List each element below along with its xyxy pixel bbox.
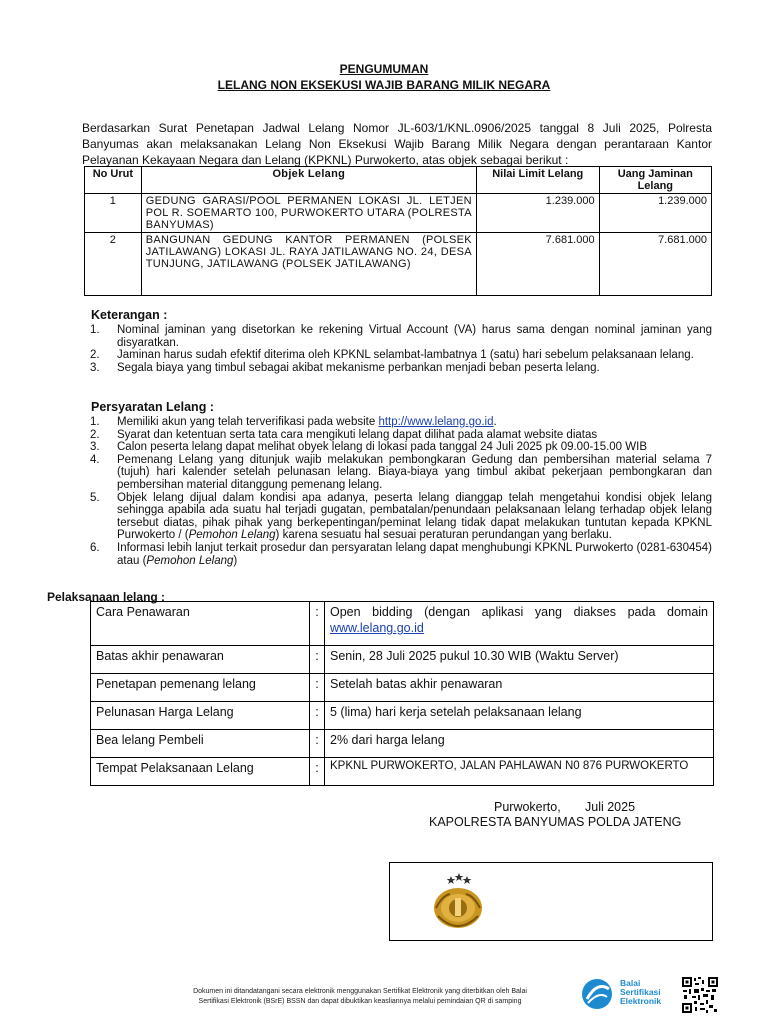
row-colon: : <box>310 674 325 702</box>
col-header-uang-jaminan: Uang Jaminan Lelang <box>599 167 711 194</box>
list-text: Memiliki akun yang telah terverifikasi pada website <box>117 416 379 428</box>
list-number: 1. <box>90 416 100 428</box>
row-value: Setelah batas akhir penawaran <box>325 674 714 702</box>
list-text: Syarat dan ketentuan serta tata cara mengikuti lelang dapat dilihat pada alamat website diatas <box>117 428 598 441</box>
persyaratan-list <box>90 416 712 567</box>
col-header-no: No Urut <box>85 167 142 194</box>
cell-nilai-limit: 1.239.000 <box>476 194 599 233</box>
row-value: KPKNL PURWOKERTO, JALAN PAHLAWAN N0 876 PURWOKERTO <box>325 758 714 786</box>
bsre-text-line: Elektronik <box>620 996 662 1006</box>
list-number: 2. <box>90 428 100 441</box>
list-item <box>90 441 712 454</box>
cell-uang-jaminan: 7.681.000 <box>599 233 711 296</box>
list-item <box>90 542 712 567</box>
list-item <box>90 429 712 442</box>
list-item <box>90 362 712 375</box>
list-text: Segala biaya yang timbul sebagai akibat mekanisme perbankan menjadi beban peserta lelang. <box>117 361 600 374</box>
table-row <box>91 602 714 646</box>
keterangan-heading: Keterangan : <box>91 308 168 322</box>
row-value: Senin, 28 Juli 2025 pukul 10.30 WIB (Waktu Server) <box>325 646 714 674</box>
row-colon: : <box>310 702 325 730</box>
list-text: Informasi lebih lanjut terkait prosedur dan persyaratan lelang dapat menghubungi KPKNL Purwokerto (0281-630454) atau ( <box>117 541 712 567</box>
pelaksanaan-table <box>90 601 714 786</box>
persyaratan-heading: Persyaratan Lelang : <box>91 400 214 414</box>
list-text-italic: Pemohon Lelang <box>188 529 276 542</box>
table-row <box>91 674 714 702</box>
row-colon: : <box>310 758 325 786</box>
list-number: 3. <box>90 441 100 454</box>
footer-line-1: Dokumen ini ditandatangani secara elektronik menggunakan Sertifikat Elektronik yang diterbitkan oleh Balai <box>193 988 527 995</box>
list-number: 3. <box>90 361 100 374</box>
row-value <box>325 602 714 646</box>
table-row <box>85 194 712 233</box>
col-header-nilai-limit: Nilai Limit Lelang <box>476 167 599 194</box>
bsre-logo-icon <box>579 977 615 1011</box>
list-number: 6. <box>90 541 100 554</box>
cell-objek: GEDUNG GARASI/POOL PERMANEN LOKASI JL. LETJEN POL R. SOEMARTO 100, PURWOKERTO UTARA (POLRESTA BANYUMAS) <box>141 194 476 233</box>
cell-objek: BANGUNAN GEDUNG KANTOR PERMANEN (POLSEK JATILAWANG) LOKASI JL. RAYA JATILAWANG NO. 24, DESA TUNJUNG, JATILAWANG (POLSEK JATILAWANG) <box>141 233 476 296</box>
list-item <box>90 492 712 542</box>
list-text: Objek lelang dijual dalam kondisi apa adanya, peserta lelang dianggap telah mengetahui kondisi objek lelang sehingga apabila ada suatu hal terjadi gugatan, pembatalan/penundaan pelaksanaan lelang terhadap objek lelang tersebut diatas, pihak pihak yang berkepentingan/peminat lelang tidak dapat melakukan tuntutan kepada KPKNL Purwokerto / ( <box>117 491 712 542</box>
row-label: Batas akhir penawaran <box>91 646 310 674</box>
list-number: 2. <box>90 349 100 362</box>
announcement-heading: PENGUMUMAN <box>339 62 429 76</box>
row-label: Cara Penawaran <box>91 602 310 646</box>
list-item <box>90 454 712 492</box>
table-header-row <box>85 167 712 194</box>
table-row <box>91 702 714 730</box>
table-row <box>91 646 714 674</box>
list-text-end: . <box>493 416 497 428</box>
qr-code-icon <box>682 977 718 1013</box>
row-label: Bea lelang Pembeli <box>91 730 310 758</box>
signature-organization: KAPOLRESTA BANYUMAS POLDA JATENG <box>429 815 682 829</box>
list-number: 1. <box>90 324 100 336</box>
list-number: 4. <box>90 453 100 466</box>
row-value-text: Open bidding (dengan aplikasi yang diakses pada domain <box>330 605 708 619</box>
list-text-end: ) karena sesuatu hal sesuai peraturan perundangan yang berlaku. <box>275 529 612 542</box>
auction-object-table <box>84 166 712 296</box>
col-header-objek: Objek Lelang <box>141 167 476 194</box>
lelang-website-link[interactable]: http://www.lelang.go.id <box>378 416 494 428</box>
esign-footer-note <box>150 987 570 1007</box>
list-item <box>90 349 712 362</box>
row-colon: : <box>310 730 325 758</box>
cell-uang-jaminan: 1.239.000 <box>599 194 711 233</box>
list-text-end: ) <box>233 554 238 567</box>
list-text: Pemenang Lelang yang ditunjuk wajib melakukan pembongkaran Gedung dan pembersihan material selama 7 (tujuh) hari kalender setelah pelunasan lelang. Biaya-biaya yang timbul akibat pekerjaan pembongkaran dan pembersihan material ditanggung pemenang lelang. <box>117 453 712 491</box>
footer-line-2: Sertifikasi Elektronik (BSrE) BSSN dan dapat dibuktikan keasliannya melalui pemindaian QR di samping <box>198 998 522 1005</box>
list-item <box>90 416 712 429</box>
row-value: 2% dari harga lelang <box>325 730 714 758</box>
keterangan-list <box>90 324 712 374</box>
cell-nilai-limit: 7.681.000 <box>476 233 599 296</box>
bsre-text-line: Sertifikasi <box>620 987 661 997</box>
table-row <box>91 758 714 786</box>
announcement-subheading: LELANG NON EKSEKUSI WAJIB BARANG MILIK NEGARA <box>217 78 551 92</box>
intro-paragraph: Berdasarkan Surat Penetapan Jadwal Lelang Nomor JL-603/1/KNL.0906/2025 tanggal 8 Juli 2025, Polresta Banyumas akan melaksanakan Lelang Non Eksekusi Wajib Barang Milik Negara dengan perantaraan Kantor Pelayanan Kekayaan Negara dan Lelang (KPKNL) Purwokerto, atas objek sebagai berikut : <box>82 121 712 167</box>
list-text: Calon peserta lelang dapat melihat obyek lelang di lokasi pada tanggal 24 Juli 2025 pk 09.00-15.00 WIB <box>117 441 647 454</box>
row-colon: : <box>310 602 325 646</box>
bsre-logo-text <box>620 979 661 1006</box>
row-colon: : <box>310 646 325 674</box>
police-emblem-icon <box>428 872 488 932</box>
domain-link[interactable]: www.lelang.go.id <box>330 621 424 635</box>
pelaksanaan-heading: Pelaksanaan lelang : <box>47 590 166 604</box>
list-number: 5. <box>90 491 100 504</box>
list-item <box>90 324 712 349</box>
table-row <box>91 730 714 758</box>
row-label: Pelunasan Harga Lelang <box>91 702 310 730</box>
list-text: Nominal jaminan yang disetorkan ke rekening Virtual Account (VA) harus sama dengan nominal jaminan yang disyaratkan. <box>117 324 712 349</box>
table-row <box>85 233 712 296</box>
bsre-text-line: Balai <box>620 978 641 988</box>
list-text-italic: Pemohon Lelang <box>146 554 234 567</box>
signature-city-date: Purwokerto, Juli 2025 <box>494 800 636 814</box>
cell-no: 1 <box>85 194 142 233</box>
row-label: Penetapan pemenang lelang <box>91 674 310 702</box>
list-text: Jaminan harus sudah efektif diterima oleh KPKNL selambat-lambatnya 1 (satu) hari sebelum pelaksanaan lelang. <box>117 349 694 362</box>
row-value: 5 (lima) hari kerja setelah pelaksanaan lelang <box>325 702 714 730</box>
row-label: Tempat Pelaksanaan Lelang <box>91 758 310 786</box>
cell-no: 2 <box>85 233 142 296</box>
